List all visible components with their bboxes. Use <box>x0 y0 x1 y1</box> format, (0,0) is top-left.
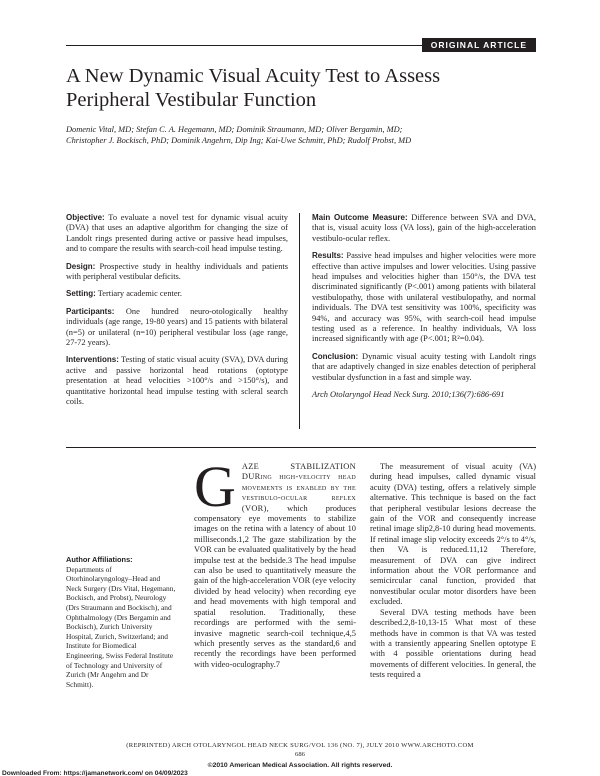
participants-heading: Participants: <box>66 306 115 316</box>
abstract-interventions <box>66 355 288 407</box>
interventions-text: Testing of static visual acuity (SVA), DVA during active and passive horizontal head rotations (optotype presentation at head velocities >100°/s and >150°/s), and quantitative horizontal head impulse testing with scleral search coils. <box>66 355 288 407</box>
outcome-text: Difference between SVA and DVA, that is, visual acuity loss (VA loss), gain of the high-acceleration vestibulo-ocular reflex. <box>312 213 536 243</box>
outcome-heading: Main Outcome Measure: <box>312 213 408 222</box>
body-paragraph-1 <box>194 454 356 670</box>
abstract-right-column <box>312 213 536 401</box>
title-line-1: A New Dynamic Visual Acuity Test to Assess <box>66 65 441 87</box>
abstract-results <box>312 251 536 345</box>
authors-line-1: Domenic Vital, MD; Stefan C. A. Hegemann, MD; Dominik Straumann, MD; Oliver Bergamin, MD; <box>66 125 403 134</box>
running-footer: (REPRINTED) ARCH OTOLARYNGOL HEAD NECK SURG/VOL 136 (NO. 7), JULY 2010 WWW.ARCHOTO.COM <box>126 742 474 749</box>
abstract-setting <box>66 289 288 299</box>
abstract-bottom-rule <box>66 447 536 448</box>
abstract-design <box>66 262 288 283</box>
interventions-heading: Interventions: <box>66 355 119 365</box>
conclusion-text: Dynamic visual acuity testing with Landolt rings that are adaptively changed in size enables detection of peripheral vestibular dysfunction in a fast and simple way. <box>312 351 536 382</box>
abstract-column-divider <box>299 213 300 429</box>
abstract-participants <box>66 307 288 349</box>
download-notice: Downloaded From: https://jamanetwork.com/ on 04/09/2023 <box>2 770 188 776</box>
affiliations-text: Departments of Otorhinolaryngology–Head and Neck Surgery (Drs Vital, Hegemann, Bockisch, and Probst), Neurology (Drs Straumann and Bockisch), and Ophthalmology (Drs Bergamin and Bockisch), Zurich University Hospital, Zurich, Switzerland; and Institute for Biomedical Engineering, Swiss Federal Institute of Technology and University of Zurich (Mr Angehrn and Dr Schmitt). <box>66 564 176 689</box>
affiliations-heading: Author Affiliations: <box>66 555 133 564</box>
author-affiliations <box>66 555 176 689</box>
authors-line-2: Christopher J. Bockisch, PhD; Dominik Angehrn, Dip Ing; Kai-Uwe Schmitt, PhD; Rudolf Probst, MD <box>66 136 412 145</box>
results-text: Passive head impulses and higher velocities were more effective than active impulses and lower velocities. Using passive head impulses and velocities higher than 150°/s, the DVA test discriminated significantly (P<.001) among patients with bilateral vestibulopathy, those with unilateral vestibulopathy, and normal individuals. The DVA test sensitivity was 100%, specificity was 94%, and accuracy was 95%, with search-coil head impulse testing used as a reference. In healthy individuals, VA loss increased significantly with age (P<.001; R²=0.04). <box>312 251 537 344</box>
abstract-left-column <box>66 213 288 415</box>
objective-heading: Objective: <box>66 213 105 222</box>
objective-text: To evaluate a novel test for dynamic visual acuity (DVA) that uses an adaptive algorithm for changing the size of Landolt rings presented during active or passive head impulses, and to compare the results with search-coil head impulse testing. <box>66 213 288 254</box>
title-line-2: Peripheral Vestibular Function <box>66 89 317 111</box>
author-list <box>66 124 536 146</box>
abstract-conclusion <box>312 352 536 383</box>
design-text: Prospective study in healthy individuals and patients with peripheral vestibular deficits. <box>66 261 288 282</box>
citation: Arch Otolaryngol Head Neck Surg. 2010;136(7):686-691 <box>312 390 505 400</box>
abstract-outcome <box>312 213 536 244</box>
abstract-objective <box>66 213 288 255</box>
setting-heading: Setting: <box>66 289 96 299</box>
body-paragraph-2: The measurement of visual acuity (VA) during head impulses, called dynamic visual acuity (DVA) testing, offers a relatively simple alternative. This technique is based on the fact that peripheral vestibular lesions decrease the gain of the VOR and consequently increase retinal image slip2,8-10 during head movements. If retinal image slip velocity exceeds 2°/s to 4°/s, then VA is reduced.11,12 Therefore, measurement of DVA can give indirect information about the VOR performance and semicircular canal function, provided that nonvestibular ocular motor disorders have been excluded. <box>370 462 536 607</box>
article-type-banner: ORIGINAL ARTICLE <box>422 38 536 52</box>
design-heading: Design: <box>66 261 96 271</box>
copyright-notice: ©2010 American Medical Association. All rights reserved. <box>207 762 393 769</box>
participants-text: One hundred neuro-otologically healthy individuals (age range, 19-80 years) and 15 patients with bilateral (n=5) or unilateral (n=10) peripheral vestibular loss (age range, 27-72 years). <box>66 306 288 348</box>
body-right-column <box>370 462 536 681</box>
lead-in-text: AZE STABILIZATION DURing high-velocity head movements is enabled by the vestibulo-ocular reflex (VOR), <box>241 462 356 513</box>
banner-row <box>66 38 536 52</box>
paragraph-1-text: which produces compensatory eye movements to stabilize images on the retina with a latency of about 10 milliseconds.1,2 The gaze stabilization by the VOR can be evaluated qualitatively by the head impulse test at the bedside.3 The head impulse can also be used to quantitatively measure the gain of the high-acceleration VOR (eye velocity divided by head velocity) when recording eye and head movements with high temporal and spatial resolution. Traditionally, these recordings are performed with the semi-invasive magnetic search-coil technique,4,5 which presently serves as the standard,6 and recently the recordings have been performed with video-oculography.7 <box>194 503 356 669</box>
body-paragraph-3: Several DVA testing methods have been described.2,8-10,13-15 What most of these methods have in common is that VA was tested with a transiently appearing Snellen optotype E with 4 possible orientations during head movements of different velocities. In general, the tests required a <box>370 607 536 680</box>
article-title <box>66 64 536 112</box>
results-heading: Results: <box>312 251 344 261</box>
page-number: 686 <box>295 751 305 758</box>
setting-text: Tertiary academic center. <box>97 289 183 299</box>
drop-cap: G <box>194 454 236 519</box>
conclusion-heading: Conclusion: <box>312 351 359 361</box>
body-middle-column <box>194 454 356 670</box>
